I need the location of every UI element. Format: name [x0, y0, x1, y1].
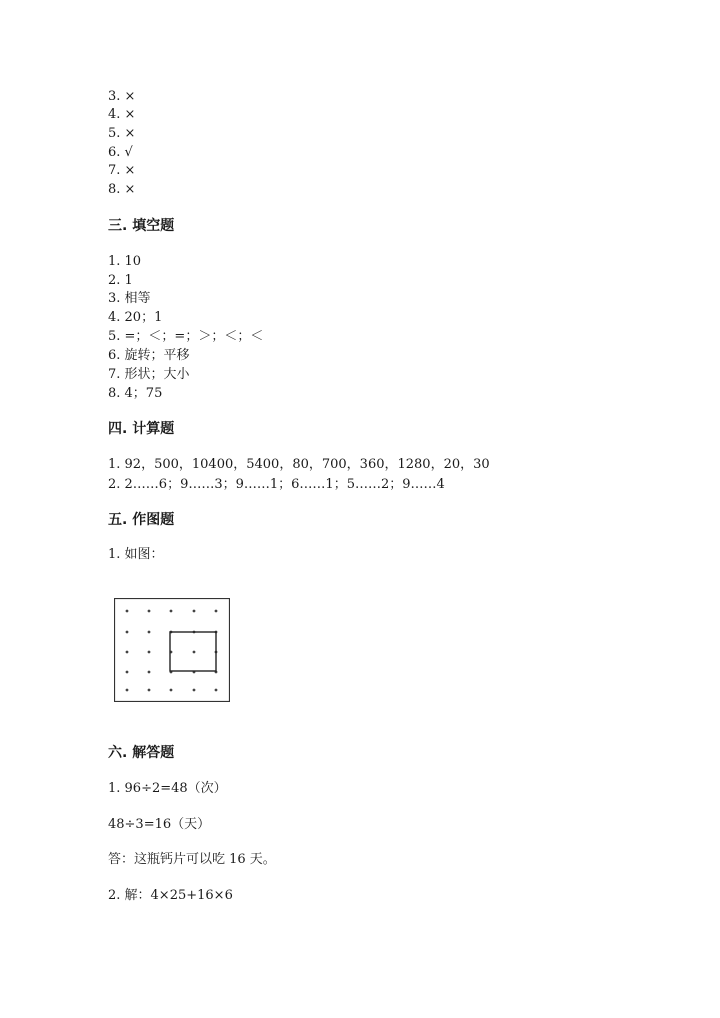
answer-line: 4. 20；1 [108, 310, 163, 325]
grid-dot [126, 689, 129, 692]
answer-line: 1. 如图： [108, 547, 164, 562]
figure-frame [115, 599, 230, 702]
answer-line: 1. 92，500，10400，5400，80，700，360，1280，20，30 [108, 457, 490, 472]
answer-line: 8. 4；75 [108, 386, 163, 401]
grid-dot [126, 651, 129, 654]
grid-dots [126, 610, 218, 692]
grid-dot [193, 610, 196, 613]
grid-dot [193, 689, 196, 692]
answer-line: 5. × [108, 126, 136, 141]
answer-line: 2. 1 [108, 273, 133, 288]
grid-dot [215, 689, 218, 692]
grid-dot [148, 689, 151, 692]
dot-grid-figure [114, 598, 230, 702]
answer-line: 2. 解：4×25+16×6 [108, 888, 233, 903]
grid-dot [215, 610, 218, 613]
grid-dot [170, 610, 173, 613]
grid-dot [148, 631, 151, 634]
grid-dot [126, 671, 129, 674]
grid-dot [193, 651, 196, 654]
grid-dot [170, 689, 173, 692]
answer-line: 6. 旋转；平移 [108, 348, 190, 363]
section-heading: 五. 作图题 [108, 512, 175, 528]
answer-line: 4. × [108, 107, 136, 122]
answer-line: 48÷3=16（天） [108, 817, 211, 832]
grid-dot [148, 610, 151, 613]
section-heading: 六. 解答题 [108, 745, 175, 761]
section-heading: 三. 填空题 [108, 218, 175, 234]
answer-line: 1. 10 [108, 254, 142, 269]
answer-line: 6. √ [108, 145, 133, 160]
answer-line: 2. 2……6；9……3；9……1；6……1；5……2；9……4 [108, 477, 445, 492]
answer-line: 7. 形状；大小 [108, 367, 190, 382]
answer-line: 1. 96÷2=48（次） [108, 781, 227, 796]
grid-dot [126, 610, 129, 613]
grid-dot [126, 631, 129, 634]
answer-line: 7. × [108, 163, 136, 178]
grid-dot [148, 671, 151, 674]
grid-dot [148, 651, 151, 654]
section-heading: 四. 计算题 [108, 421, 175, 437]
answer-line: 答：这瓶钙片可以吃 16 天。 [108, 852, 276, 867]
answer-line: 5. =；＜；=；＞；＜；＜ [108, 329, 264, 344]
answer-line: 8. × [108, 182, 136, 197]
answer-line: 3. 相等 [108, 291, 151, 306]
answer-line: 3. × [108, 89, 136, 104]
